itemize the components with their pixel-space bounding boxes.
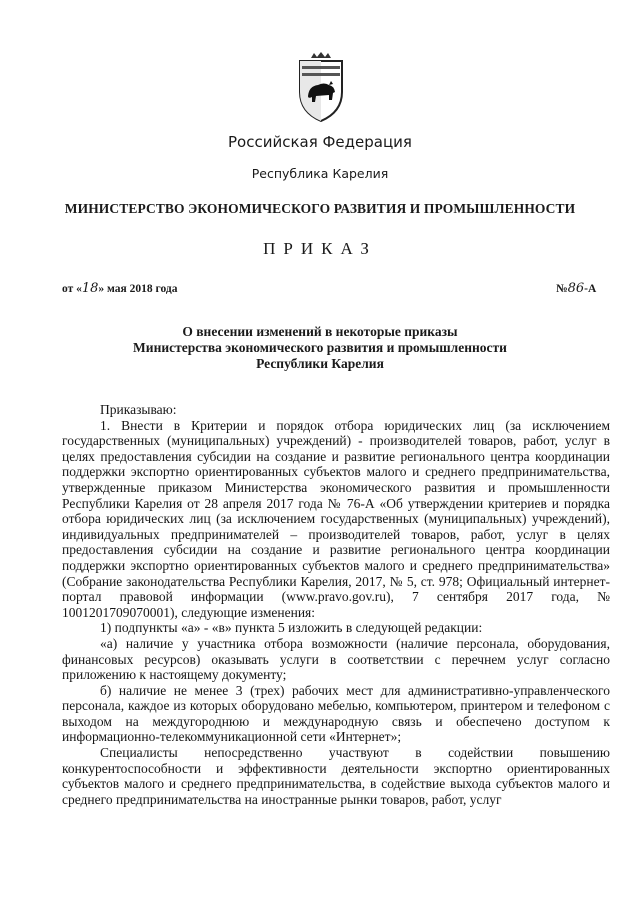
body-paragraph: 1) подпункты «а» - «в» пункта 5 изложить в следующей редакции:	[100, 620, 483, 636]
date-prefix: от «	[62, 283, 82, 295]
subject-line-1: О внесении изменений в некоторые приказы	[182, 324, 458, 339]
number-prefix: №	[556, 283, 568, 295]
subject-line-3: Республики Карелия	[256, 356, 384, 371]
karelia-emblem	[296, 52, 346, 122]
date-day-handwritten: 18	[81, 281, 99, 296]
number-value-handwritten: 86	[567, 281, 585, 296]
order-subject	[100, 324, 540, 372]
body-paragraph: Приказываю:	[100, 402, 177, 417]
order-number	[556, 281, 596, 296]
order-body	[62, 402, 610, 807]
date-suffix: » мая 2018 года	[98, 283, 178, 295]
body-paragraph: «а) наличие у участника отбора возможности (наличие персонала, оборудования, финансовых ресурсов) оказывать услуги в соответствии с перечнем услуг согласно приложению к настоящему документу;	[62, 635, 610, 683]
body-paragraph: Специалисты непосредственно участвуют в содействии повышению конкурентоспособности и эффективности деятельности экспортно ориентированных субъектов малого и среднего предпринимательства, в содействие выхода субъектов малого и среднего предпринимательства на иностранные рынки товаров, работ, услуг	[62, 745, 610, 807]
document-type: ПРИКАЗ	[263, 239, 377, 258]
subject-line-2: Министерства экономического развития и промышленности	[133, 340, 507, 355]
region-name: Республика Карелия	[251, 166, 389, 181]
body-paragraph: 1. Внести в Критерии и порядок отбора юридических лиц (за исключением государственных (муниципальных) учреждений) - производителей товаров, работ, услуг в целях предоставления субсидии на создание и развитие регионального центра координации поддержки экспортно ориентированных субъектов малого и среднего предпринимательства, утвержденные приказом Министерства экономического развития и промышленности Республики Карелия от 28 апреля 2017 года № 76-А «Об утверждении критериев и порядка отбора юридических лиц (за исключением государственных (муниципальных) учреждений), индивидуальных предпринимателей – производителей товаров, работ, услуг в целях предоставления субсидии на создание и развитие регионального центра координации поддержки экспортно ориентированных субъектов малого и среднего предпринимательства» (Собрание законодательства Республики Карелия, 2017, № 5, ст. 978; Официальный интернет-портал правовой информации (www.pravo.gov.ru), 7 сентября 2017 года, № 1001201709070001), следующие изменения:	[62, 417, 610, 620]
order-date	[62, 281, 177, 296]
number-suffix: -А	[584, 283, 597, 295]
body-paragraph: б) наличие не менее 3 (трех) рабочих мест для административно-управленческого персонала, каждое из которых оборудовано мебелью, компьютером, принтером и телефоном с выходом на междугороднюю и международную связь и обеспечено доступом к информационно-телекоммуникационной сети «Интернет»;	[62, 682, 610, 745]
country-name: Российская Федерация	[228, 133, 412, 151]
ministry-name: МИНИСТЕРСТВО ЭКОНОМИЧЕСКОГО РАЗВИТИЯ И ПРОМЫШЛЕННОСТИ	[64, 201, 576, 216]
